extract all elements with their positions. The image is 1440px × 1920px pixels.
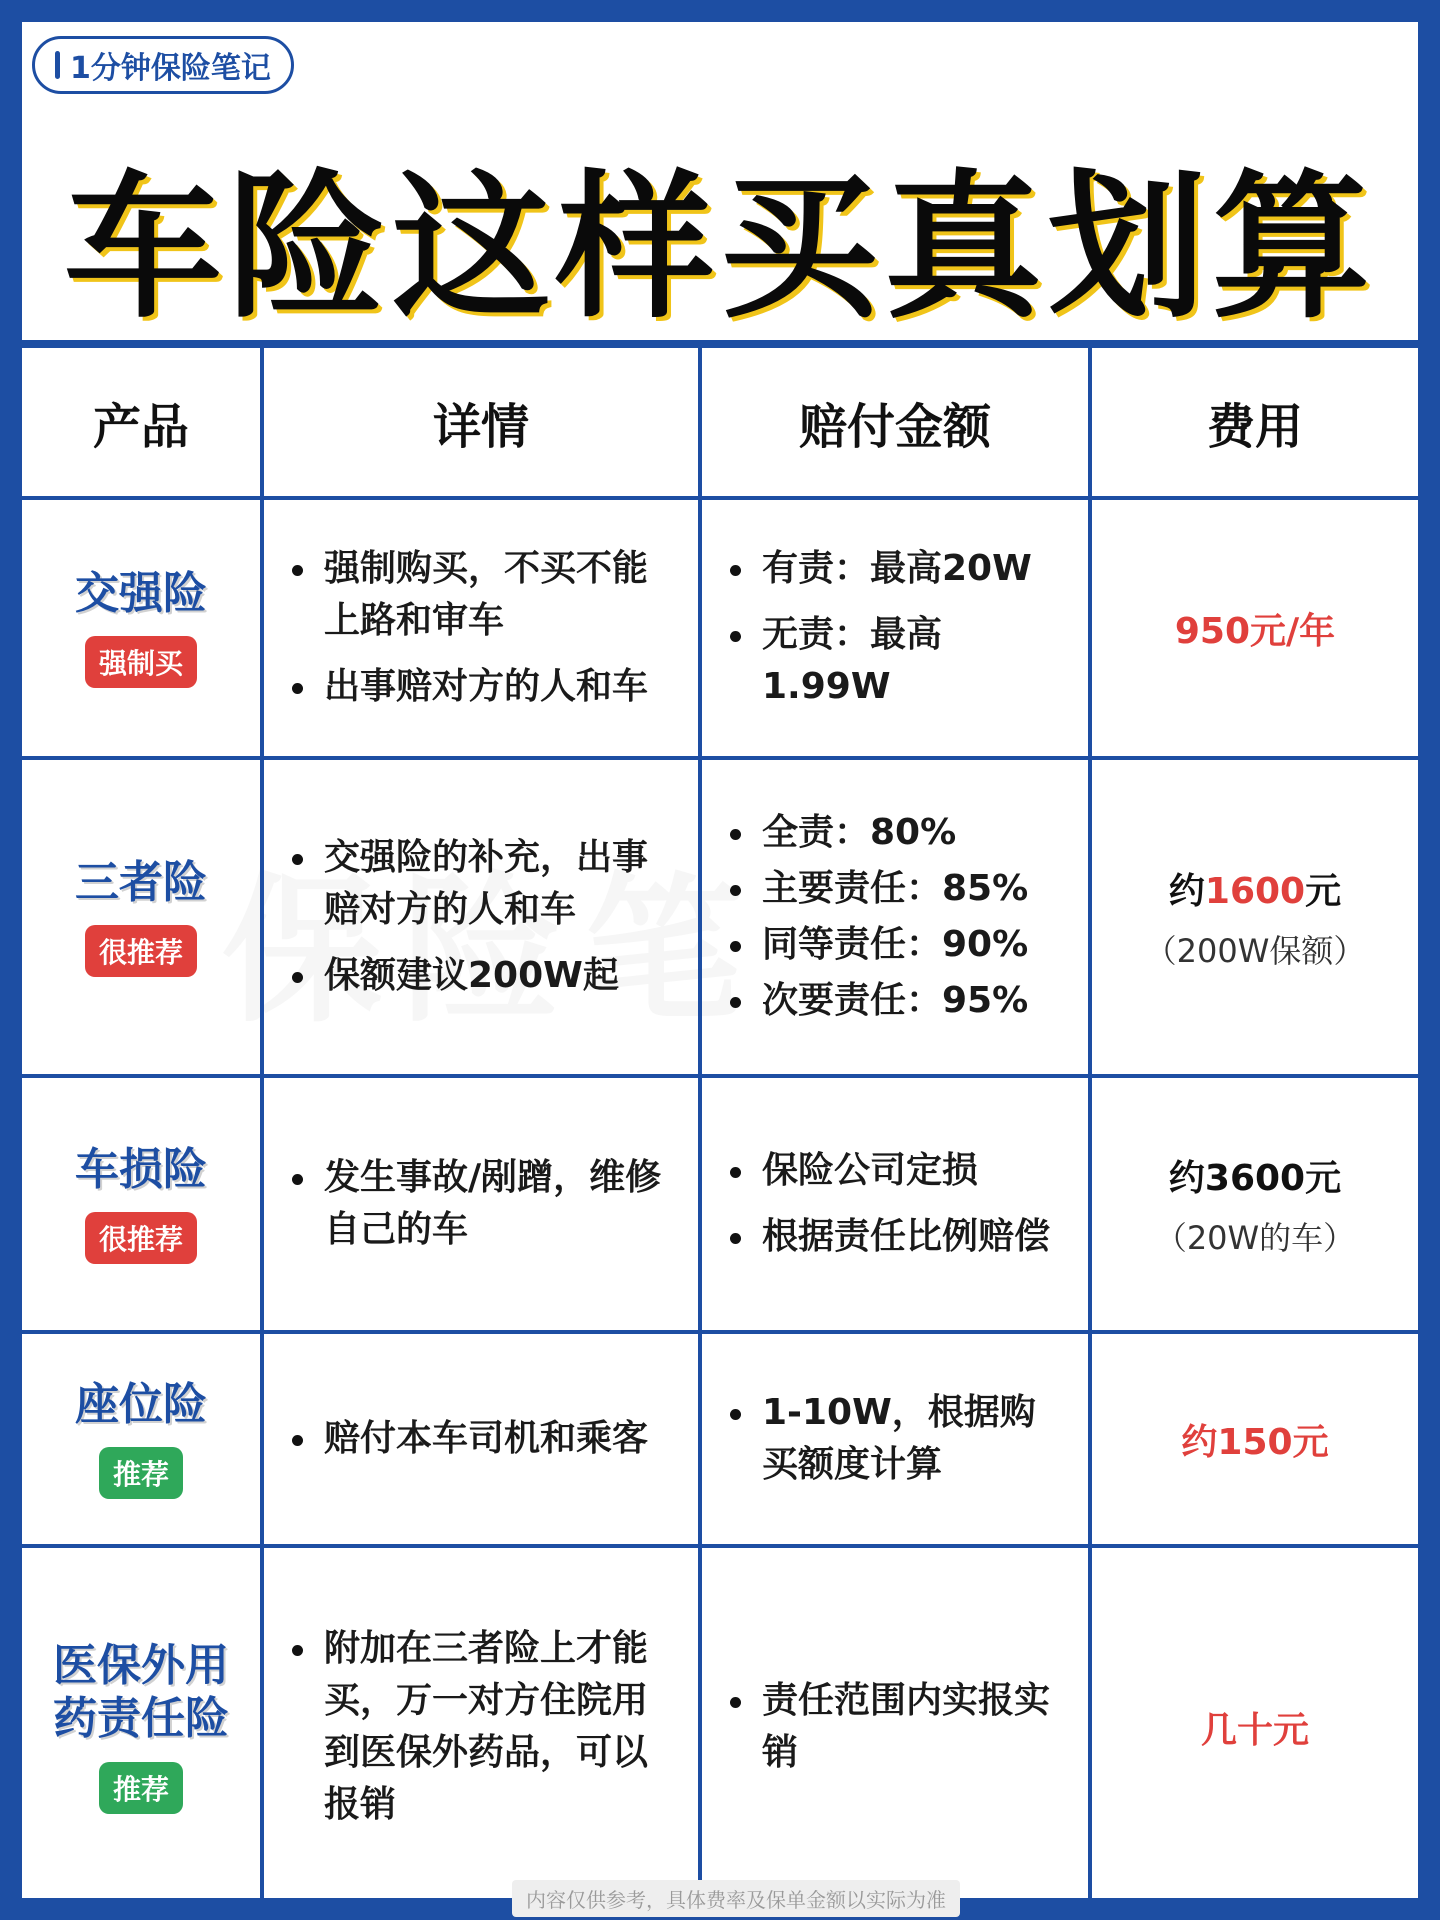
payout-item: 1-10W，根据购买额度计算 (722, 1387, 1062, 1491)
product-cell (22, 1078, 264, 1330)
tag-bar-icon (55, 51, 60, 79)
fee-value (1169, 1150, 1341, 1201)
payout-cell (702, 1548, 1092, 1906)
product-cell (22, 760, 264, 1074)
payout-item: 主要责任：85% (722, 863, 1062, 915)
product-name: 三者险 (75, 856, 207, 908)
fee-cell (1092, 760, 1418, 1074)
fee-cell (1092, 1334, 1418, 1544)
payout-cell (702, 500, 1092, 756)
fee-value (1181, 1414, 1328, 1465)
payout-item: 根据责任比例赔偿 (722, 1211, 1062, 1263)
details-cell (264, 760, 702, 1074)
recommend-badge: 很推荐 (85, 1212, 197, 1264)
product-name: 交强险 (75, 567, 207, 619)
header-details: 详情 (264, 348, 702, 496)
details-list (284, 818, 674, 1017)
fee-highlight: 约150元 (1181, 1421, 1329, 1463)
payout-cell (702, 760, 1092, 1074)
payout-item: 有责：最高20W (722, 543, 1062, 595)
detail-item: 赔付本车司机和乘客 (284, 1413, 674, 1465)
recommend-badge: 很推荐 (85, 925, 197, 977)
fee-suffix: 元 (1305, 870, 1342, 912)
table-row (22, 500, 1418, 760)
fee-cell (1092, 1548, 1418, 1906)
insurance-table (22, 340, 1418, 1898)
series-tag (32, 36, 294, 94)
detail-item: 保额建议200W起 (284, 950, 674, 1002)
details-cell (264, 1548, 702, 1906)
payout-cell (702, 1078, 1092, 1330)
fee-value (1169, 863, 1341, 914)
detail-item: 附加在三者险上才能买，万一对方住院用到医保外药品，可以报销 (284, 1623, 674, 1832)
payout-item: 同等责任：90% (722, 919, 1062, 971)
product-name: 车损险 (75, 1143, 207, 1195)
payout-cell (702, 1334, 1092, 1544)
table-row (22, 1078, 1418, 1334)
product-name: 座位险 (75, 1378, 207, 1430)
product-cell (22, 500, 264, 756)
detail-item: 发生事故/剐蹭，维修自己的车 (284, 1152, 674, 1256)
fee-cell (1092, 500, 1418, 756)
payout-item: 保险公司定损 (722, 1145, 1062, 1197)
recommend-badge: 推荐 (99, 1762, 183, 1814)
payout-list (722, 1661, 1062, 1793)
fee-value (1201, 1702, 1309, 1753)
product-cell (22, 1548, 264, 1906)
fee-highlight: 几十元 (1200, 1709, 1309, 1751)
recommend-badge: 强制买 (85, 636, 197, 688)
payout-list (722, 529, 1062, 728)
page-title: 车险这样买真划算 (64, 155, 1376, 340)
details-cell (264, 1334, 702, 1544)
fee-note: （20W的车） (1154, 1218, 1356, 1257)
table-row (22, 1334, 1418, 1548)
payout-list (722, 1373, 1062, 1505)
fee-highlight: 1600 (1204, 870, 1306, 912)
details-cell (264, 1078, 702, 1330)
fee-note: （200W保额） (1144, 931, 1366, 970)
details-list (284, 1609, 674, 1846)
fee-highlight: 950元/年 (1174, 610, 1336, 652)
product-cell (22, 1334, 264, 1544)
detail-item: 出事赔对方的人和车 (284, 661, 674, 713)
recommend-badge: 推荐 (99, 1447, 183, 1499)
payout-list (722, 1131, 1062, 1277)
payout-item: 无责：最高1.99W (722, 609, 1062, 713)
fee-cell (1092, 1078, 1418, 1330)
header-fee: 费用 (1206, 398, 1303, 455)
poster-card (22, 22, 1418, 1912)
details-cell (264, 500, 702, 756)
fee-prefix: 约 (1168, 870, 1205, 912)
fee-value (1175, 603, 1335, 654)
header-product: 产品 (22, 348, 264, 496)
disclaimer-footnote: 内容仅供参考，具体费率及保单金额以实际为准 (512, 1880, 960, 1917)
product-name: 医保外用药责任险 (53, 1640, 229, 1744)
table-row (22, 760, 1418, 1078)
payout-item: 次要责任：95% (722, 975, 1062, 1027)
table-header-row (22, 348, 1418, 500)
details-list (284, 1399, 674, 1479)
series-tag-label: 1分钟保险笔记 (70, 51, 271, 86)
detail-item: 交强险的补充，出事赔对方的人和车 (284, 832, 674, 936)
table-row (22, 1548, 1418, 1906)
header-payout: 赔付金额 (702, 348, 1092, 496)
fee-prefix: 约3600元 (1168, 1157, 1342, 1199)
details-list (284, 529, 674, 728)
payout-item: 全责：80% (722, 807, 1062, 859)
detail-item: 强制购买，不买不能上路和审车 (284, 543, 674, 647)
payout-item: 责任范围内实报实销 (722, 1675, 1062, 1779)
payout-list (722, 803, 1062, 1032)
details-list (284, 1138, 674, 1270)
